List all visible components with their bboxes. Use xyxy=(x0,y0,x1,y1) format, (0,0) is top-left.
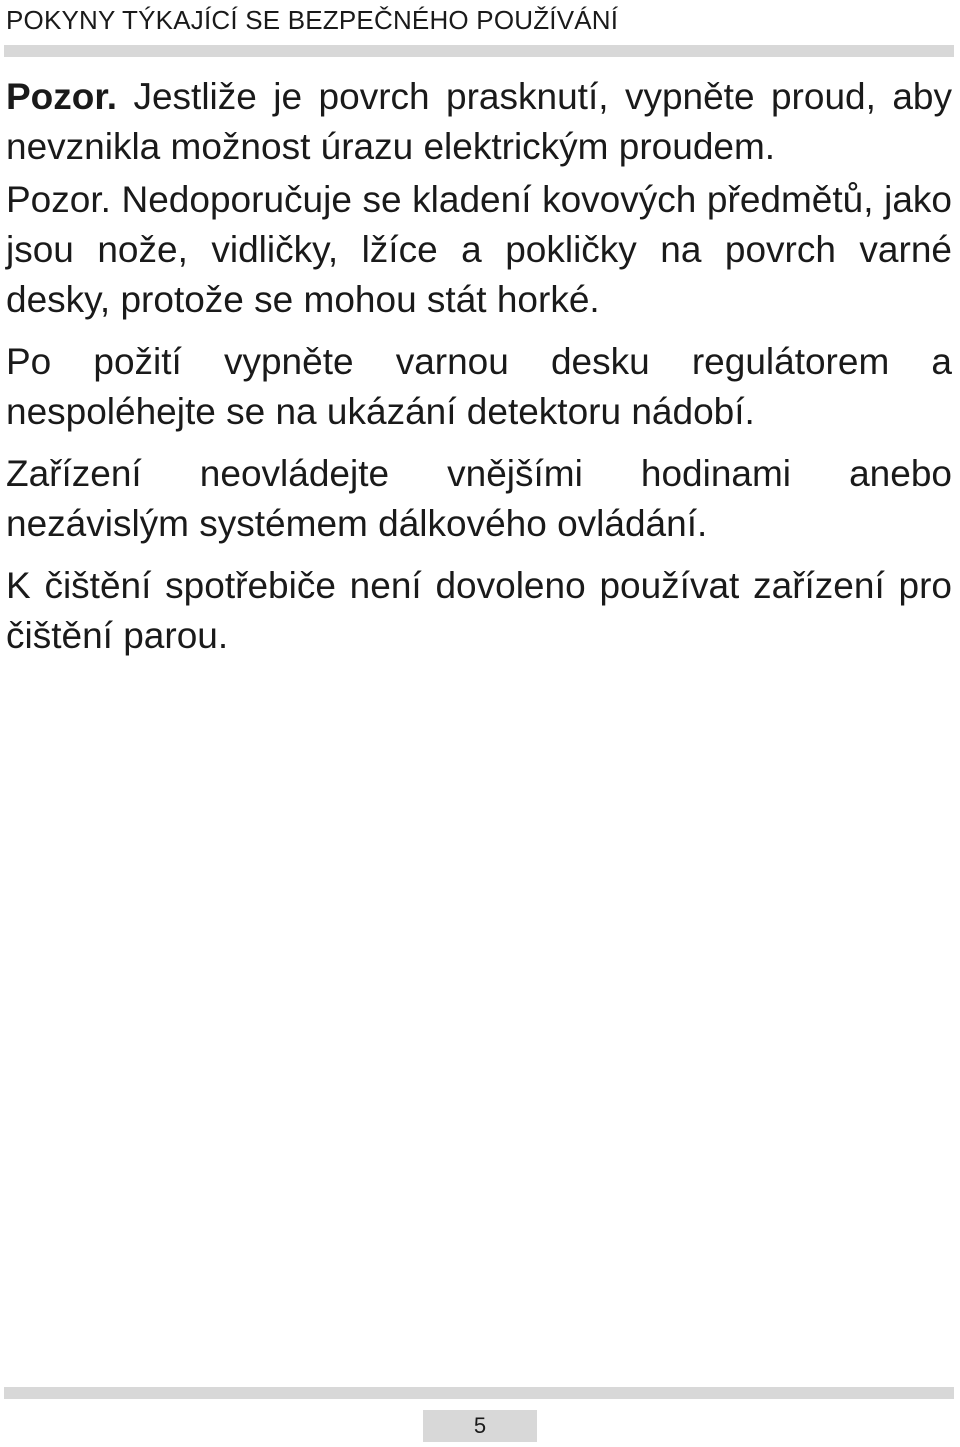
warning-paragraph-metal-objects xyxy=(6,175,952,325)
paragraph-text: Po požití vypněte varnou desku regulátorem a nespoléhejte se na ukázání detektoru nádobí. xyxy=(6,341,952,432)
header-divider xyxy=(4,45,954,57)
paragraph-switch-off xyxy=(6,337,952,437)
warning-label: Pozor. xyxy=(6,179,111,220)
footer-divider xyxy=(4,1387,954,1399)
paragraph-text: Nedoporučuje se kladení kovových předmětů, jako jsou nože, vidličky, lžíce a pokličky na povrch varné desky, protože se mohou stát horké. xyxy=(6,179,952,320)
warning-paragraph-surface-crack xyxy=(6,72,952,172)
section-title: POKYNY TÝKAJÍCÍ SE BEZPEČNÉHO POUŽÍVÁNÍ xyxy=(6,5,619,35)
page-number: 5 xyxy=(423,1410,537,1442)
safety-instructions xyxy=(6,72,952,673)
paragraph-text: Zařízení neovládejte vnějšími hodinami anebo nezávislým systémem dálkového ovládání. xyxy=(6,453,952,544)
paragraph-text: Jestliže je povrch prasknutí, vypněte proud, aby nevznikla možnost úrazu elektrickým proudem. xyxy=(6,76,952,167)
paragraph-remote-control xyxy=(6,449,952,549)
warning-label: Pozor. xyxy=(6,76,118,117)
paragraph-steam-cleaning xyxy=(6,561,952,661)
paragraph-text: K čištění spotřebiče není dovoleno používat zařízení pro čištění parou. xyxy=(6,565,952,656)
